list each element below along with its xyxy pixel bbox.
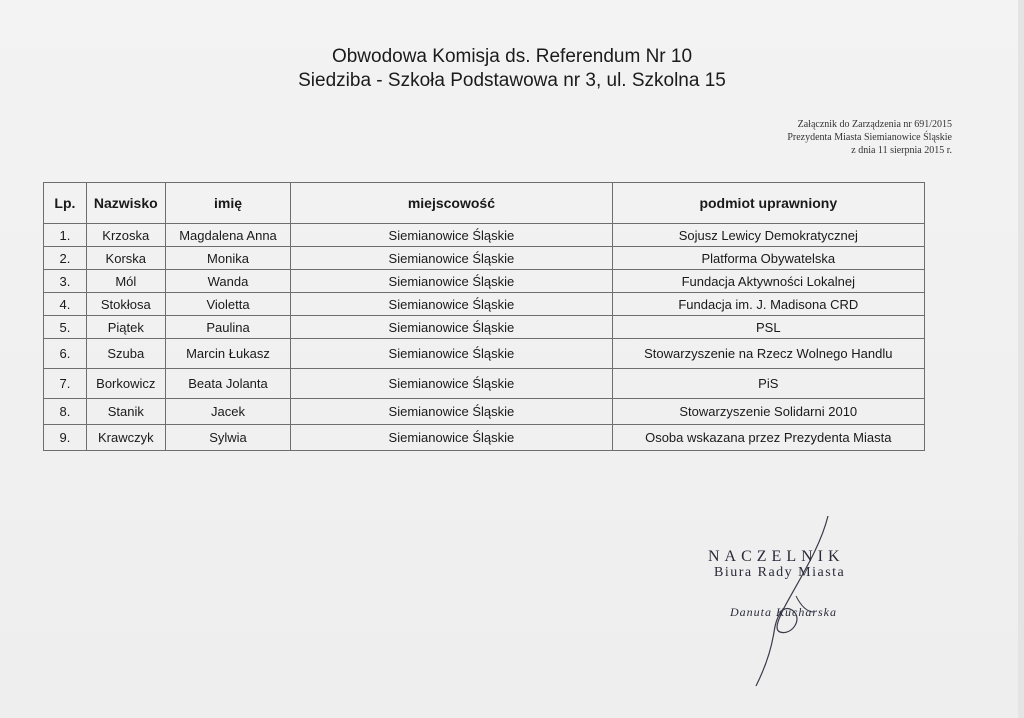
table-row	[44, 247, 925, 270]
signature-scribble	[700, 508, 920, 688]
official-stamp	[700, 548, 920, 678]
document-title: Obwodowa Komisja ds. Referendum Nr 10	[331, 46, 693, 67]
table-row	[44, 224, 925, 247]
cell-entity: Stowarzyszenie Solidarni 2010	[612, 399, 924, 425]
header-cell-firstname: imię	[165, 183, 291, 224]
table-header-row	[44, 183, 925, 224]
cell-firstname: Marcin Łukasz	[165, 339, 291, 369]
cell-locality: Siemianowice Śląskie	[291, 247, 612, 270]
cell-locality: Siemianowice Śląskie	[291, 369, 612, 399]
cell-locality: Siemianowice Śląskie	[291, 425, 612, 451]
table-body	[44, 224, 925, 451]
cell-locality: Siemianowice Śląskie	[291, 224, 612, 247]
cell-lp: 8.	[44, 399, 87, 425]
cell-surname: Stokłosa	[86, 293, 165, 316]
table-row	[44, 293, 925, 316]
cell-lp: 9.	[44, 425, 87, 451]
cell-locality: Siemianowice Śląskie	[291, 339, 612, 369]
members-table	[43, 182, 925, 451]
cell-locality: Siemianowice Śląskie	[291, 270, 612, 293]
cell-surname: Krawczyk	[86, 425, 165, 451]
annex-line: Prezydenta Miasta Siemianowice Śląskie	[787, 132, 952, 143]
cell-lp: 4.	[44, 293, 87, 316]
cell-entity: PiS	[612, 369, 924, 399]
annex-line: z dnia 11 sierpnia 2015 r.	[851, 145, 952, 156]
cell-entity: Platforma Obywatelska	[612, 247, 924, 270]
cell-surname: Mól	[86, 270, 165, 293]
cell-firstname: Beata Jolanta	[165, 369, 291, 399]
table-row	[44, 425, 925, 451]
cell-surname: Piątek	[86, 316, 165, 339]
cell-firstname: Monika	[165, 247, 291, 270]
cell-locality: Siemianowice Śląskie	[291, 316, 612, 339]
page-edge	[1018, 0, 1024, 718]
stamp-title: NACZELNIK	[708, 548, 845, 565]
cell-entity: Fundacja im. J. Madisona CRD	[612, 293, 924, 316]
cell-entity: Stowarzyszenie na Rzecz Wolnego Handlu	[612, 339, 924, 369]
cell-lp: 3.	[44, 270, 87, 293]
cell-locality: Siemianowice Śląskie	[291, 399, 612, 425]
cell-lp: 1.	[44, 224, 87, 247]
document-subtitle: Siedziba - Szkoła Podstawowa nr 3, ul. Szkolna 15	[298, 70, 726, 91]
cell-lp: 6.	[44, 339, 87, 369]
cell-firstname: Paulina	[165, 316, 291, 339]
cell-surname: Borkowicz	[86, 369, 165, 399]
table-row	[44, 369, 925, 399]
cell-firstname: Wanda	[165, 270, 291, 293]
cell-firstname: Magdalena Anna	[165, 224, 291, 247]
table-row	[44, 270, 925, 293]
cell-surname: Korska	[86, 247, 165, 270]
cell-lp: 5.	[44, 316, 87, 339]
cell-entity: Sojusz Lewicy Demokratycznej	[612, 224, 924, 247]
annex-line: Załącznik do Zarządzenia nr 691/2015	[797, 119, 952, 130]
header-cell-locality: miejscowość	[291, 183, 612, 224]
cell-locality: Siemianowice Śląskie	[291, 293, 612, 316]
cell-entity: Fundacja Aktywności Lokalnej	[612, 270, 924, 293]
table-row	[44, 316, 925, 339]
cell-surname: Stanik	[86, 399, 165, 425]
cell-firstname: Jacek	[165, 399, 291, 425]
header-cell-surname: Nazwisko	[86, 183, 165, 224]
table-row	[44, 339, 925, 369]
cell-lp: 2.	[44, 247, 87, 270]
cell-surname: Szuba	[86, 339, 165, 369]
cell-firstname: Violetta	[165, 293, 291, 316]
header-cell-entity: podmiot uprawniony	[612, 183, 924, 224]
annex-note	[652, 118, 952, 157]
stamp-name: Danuta Kucharska	[730, 605, 837, 619]
cell-entity: PSL	[612, 316, 924, 339]
cell-entity: Osoba wskazana przez Prezydenta Miasta	[612, 425, 924, 451]
cell-firstname: Sylwia	[165, 425, 291, 451]
table-row	[44, 399, 925, 425]
cell-lp: 7.	[44, 369, 87, 399]
header-cell-lp: Lp.	[44, 183, 87, 224]
cell-surname: Krzoska	[86, 224, 165, 247]
stamp-office: Biura Rady Miasta	[714, 565, 846, 580]
